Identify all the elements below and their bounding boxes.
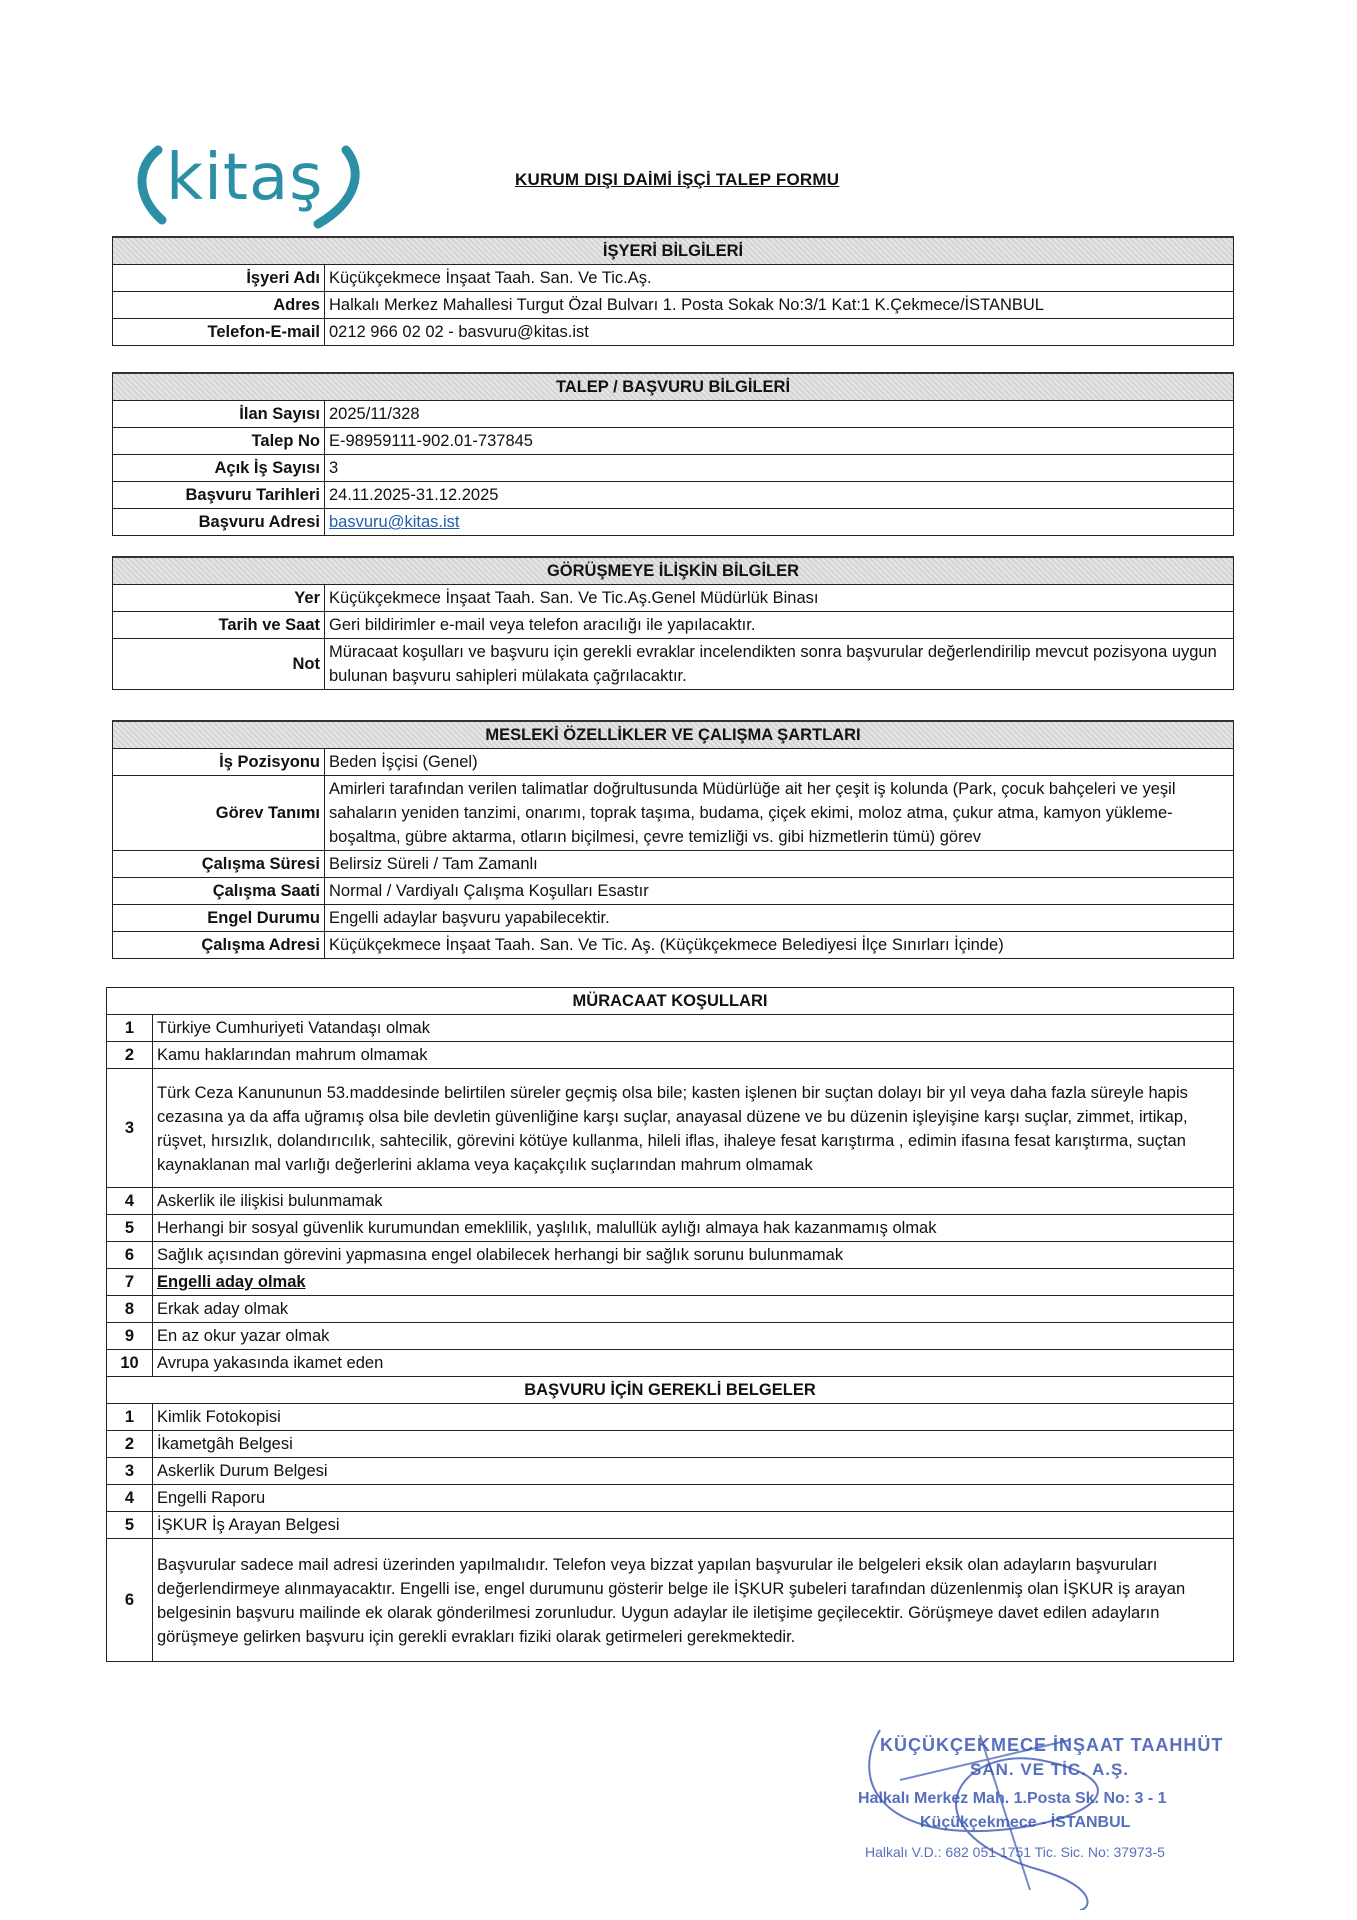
- row-value: Halkalı Merkez Mahallesi Turgut Özal Bulvarı 1. Posta Sokak No:3/1 Kat:1 K.Çekmece/İSTANBUL: [325, 292, 1234, 319]
- item-number: 7: [107, 1269, 153, 1296]
- row-label: Görev Tanımı: [113, 776, 325, 851]
- item-text: Herhangi bir sosyal güvenlik kurumundan emeklilik, yaşlılık, malullük aylığı almaya hak kazanmamış olmak: [153, 1215, 1234, 1242]
- table-row: [107, 1458, 1234, 1485]
- row-label: Yer: [113, 585, 325, 612]
- table-row: [113, 932, 1234, 959]
- basvuru-email-link[interactable]: basvuru@kitas.ist: [329, 513, 460, 531]
- section-header: BAŞVURU İÇİN GEREKLİ BELGELER: [107, 1377, 1234, 1404]
- row-label: Çalışma Saati: [113, 878, 325, 905]
- table-row: [107, 1323, 1234, 1350]
- item-text: Kimlik Fotokopisi: [153, 1404, 1234, 1431]
- row-value: 0212 966 02 02 - basvuru@kitas.ist: [325, 319, 1234, 346]
- table-row: [107, 1269, 1234, 1296]
- section-header: MÜRACAAT KOŞULLARI: [107, 988, 1234, 1015]
- row-value: Normal / Vardiyalı Çalışma Koşulları Esastır: [325, 878, 1234, 905]
- row-value: Küçükçekmece İnşaat Taah. San. Ve Tic. Aş. (Küçükçekmece Belediyesi İlçe Sınırları İçinde): [325, 932, 1234, 959]
- table-row: [113, 851, 1234, 878]
- row-label: Açık İş Sayısı: [113, 455, 325, 482]
- gorusme-table: [112, 556, 1234, 690]
- row-label: İş Pozisyonu: [113, 749, 325, 776]
- form-title: KURUM DIŞI DAİMİ İŞÇİ TALEP FORMU: [515, 170, 840, 189]
- item-text: Avrupa yakasında ikamet eden: [153, 1350, 1234, 1377]
- table-row: [113, 612, 1234, 639]
- item-text: Türk Ceza Kanununun 53.maddesinde belirtilen süreler geçmiş olsa bile; kasten işlenen bir suçtan dolayı bir yıl veya daha fazla süreyle hapis cezasına ya da affa uğramış olsa bile devletin güvenliğine karşı suçlar, anayasal düzene ve bu düzenin işleyişine karşı suçlar, zimmet, irtikap, rüşvet, hırsızlık, dolandırıcılık, sahtecilik, görevini kötüye kullanma, hileli iflas, ihaleye fesat karıştırma , edimin ifasına fesat karıştırma, suçtan kaynaklanan mal varlığı değerlerini aklama veya kaçakçılık suçlarından mahrum olmamak: [153, 1069, 1234, 1188]
- row-label: Not: [113, 639, 325, 690]
- table-row: [113, 749, 1234, 776]
- table-row: [107, 1188, 1234, 1215]
- item-number: 6: [107, 1242, 153, 1269]
- table-row: [113, 585, 1234, 612]
- row-label: Başvuru Tarihleri: [113, 482, 325, 509]
- company-logo: [128, 132, 368, 232]
- table-row: [113, 878, 1234, 905]
- item-text: Askerlik Durum Belgesi: [153, 1458, 1234, 1485]
- item-number: 2: [107, 1431, 153, 1458]
- row-label: Tarih ve Saat: [113, 612, 325, 639]
- row-value: Küçükçekmece İnşaat Taah. San. Ve Tic.Aş.: [325, 265, 1234, 292]
- table-row: [107, 1350, 1234, 1377]
- table-row: [113, 265, 1234, 292]
- item-number: 5: [107, 1512, 153, 1539]
- item-number: 4: [107, 1188, 153, 1215]
- row-value: 3: [325, 455, 1234, 482]
- row-label: İlan Sayısı: [113, 401, 325, 428]
- table-row: [113, 905, 1234, 932]
- item-text: İŞKUR İş Arayan Belgesi: [153, 1512, 1234, 1539]
- section-header: TALEP / BAŞVURU BİLGİLERİ: [113, 373, 1234, 401]
- table-row: [107, 1215, 1234, 1242]
- table-row: [113, 319, 1234, 346]
- table-row: [113, 776, 1234, 851]
- row-value: Engelli adaylar başvuru yapabilecektir.: [325, 905, 1234, 932]
- item-number: 2: [107, 1042, 153, 1069]
- item-number: 3: [107, 1458, 153, 1485]
- row-value: 24.11.2025-31.12.2025: [325, 482, 1234, 509]
- item-number: 1: [107, 1404, 153, 1431]
- row-label: İşyeri Adı: [113, 265, 325, 292]
- item-number: 10: [107, 1350, 153, 1377]
- table-row: [113, 509, 1234, 536]
- row-label: Engel Durumu: [113, 905, 325, 932]
- item-text: Erkak aday olmak: [153, 1296, 1234, 1323]
- item-text: Engelli Raporu: [153, 1485, 1234, 1512]
- row-value: Amirleri tarafından verilen talimatlar doğrultusunda Müdürlüğe ait her çeşit iş kolunda (Park, çocuk bahçeleri ve yeşil sahaların yeniden tanzimi, onarımı, toprak taşıma, budama, çiçek ekimi, moloz atma, çukur atma, kamyon yükleme-boşaltma, gübre aktarma, otların biçilmesi, çevre temizliği vs. gibi hizmetlerin tümü) görev: [325, 776, 1234, 851]
- table-row: [107, 1485, 1234, 1512]
- row-label: Çalışma Süresi: [113, 851, 325, 878]
- table-row: [107, 1539, 1234, 1662]
- table-row: [107, 1296, 1234, 1323]
- item-text: En az okur yazar olmak: [153, 1323, 1234, 1350]
- row-label: Çalışma Adresi: [113, 932, 325, 959]
- table-row: [107, 1042, 1234, 1069]
- table-row: [113, 639, 1234, 690]
- isyeri-table: [112, 236, 1234, 346]
- row-label: Başvuru Adresi: [113, 509, 325, 536]
- item-number: 3: [107, 1069, 153, 1188]
- row-value: Belirsiz Süreli / Tam Zamanlı: [325, 851, 1234, 878]
- table-row: [113, 428, 1234, 455]
- row-value: 2025/11/328: [325, 401, 1234, 428]
- item-text: Engelli aday olmak: [153, 1269, 1234, 1296]
- item-text: Kamu haklarından mahrum olmamak: [153, 1042, 1234, 1069]
- table-row: [107, 1015, 1234, 1042]
- item-number: 5: [107, 1215, 153, 1242]
- row-label: Talep No: [113, 428, 325, 455]
- section-header: İŞYERİ BİLGİLERİ: [113, 237, 1234, 265]
- table-row: [113, 482, 1234, 509]
- table-row: [113, 401, 1234, 428]
- muracaat-table: [106, 987, 1234, 1662]
- row-value: Geri bildirimler e-mail veya telefon aracılığı ile yapılacaktır.: [325, 612, 1234, 639]
- item-number: 1: [107, 1015, 153, 1042]
- table-row: [107, 1404, 1234, 1431]
- logo-text: kitaş: [166, 141, 324, 215]
- row-value: E-98959111-902.01-737845: [325, 428, 1234, 455]
- item-number: 8: [107, 1296, 153, 1323]
- section-header: MESLEKİ ÖZELLİKLER VE ÇALIŞMA ŞARTLARI: [113, 721, 1234, 749]
- item-text: İkametgâh Belgesi: [153, 1431, 1234, 1458]
- table-row: [113, 455, 1234, 482]
- item-text: Askerlik ile ilişkisi bulunmamak: [153, 1188, 1234, 1215]
- item-number: 9: [107, 1323, 153, 1350]
- mesleki-table: [112, 720, 1234, 959]
- table-row: [107, 1069, 1234, 1188]
- stamp-line: Halkalı V.D.: 682 051 1751 Tic. Sic. No: 37973-5: [865, 1844, 1165, 1860]
- stamp-line: Küçükçekmece - İSTANBUL: [920, 1814, 1131, 1831]
- row-label: Adres: [113, 292, 325, 319]
- stamp-line: KÜÇÜKÇEKMECE İNŞAAT TAAHHÜT: [880, 1735, 1224, 1755]
- talep-table: [112, 372, 1234, 536]
- item-number: 6: [107, 1539, 153, 1662]
- table-row: [107, 1512, 1234, 1539]
- row-value: Küçükçekmece İnşaat Taah. San. Ve Tic.Aş.Genel Müdürlük Binası: [325, 585, 1234, 612]
- item-number: 4: [107, 1485, 153, 1512]
- section-header: GÖRÜŞMEYE İLİŞKİN BİLGİLER: [113, 557, 1234, 585]
- stamp-line: SAN. VE TİC. A.Ş.: [970, 1760, 1130, 1779]
- item-text: Türkiye Cumhuriyeti Vatandaşı olmak: [153, 1015, 1234, 1042]
- stamp-line: Halkalı Merkez Mah. 1.Posta Sk. No: 3 - 1: [858, 1790, 1167, 1807]
- row-value: Beden İşçisi (Genel): [325, 749, 1234, 776]
- table-row: [107, 1242, 1234, 1269]
- table-row: [107, 1431, 1234, 1458]
- row-label: Telefon-E-mail: [113, 319, 325, 346]
- item-text: Sağlık açısından görevini yapmasına engel olabilecek herhangi bir sağlık sorunu bulunmamak: [153, 1242, 1234, 1269]
- table-row: [113, 292, 1234, 319]
- item-text: Başvurular sadece mail adresi üzerinden yapılmalıdır. Telefon veya bizzat yapılan başvurular ile belgeleri eksik olan adayların başvuruları değerlendirmeye alınmayacaktır. Engelli ise, engel durumunu gösterir belge ile İŞKUR şubeleri tarafından düzenlenmiş olan İŞKUR iş arayan belgesinin başvuru mailinde ek olarak gönderilmesi zorunludur. Uygun adaylar ile iletişime geçilecektir. Görüşmeye davet edilen adayların görüşmeye gelirken başvuru için gerekli evrakları fiziki olarak getirmeleri gerekmektedir.: [153, 1539, 1234, 1662]
- row-value: Müracaat koşulları ve başvuru için gerekli evraklar incelendikten sonra başvurular değerlendirilip mevcut pozisyona uygun bulunan başvuru sahipleri mülakata çağrılacaktır.: [325, 639, 1234, 690]
